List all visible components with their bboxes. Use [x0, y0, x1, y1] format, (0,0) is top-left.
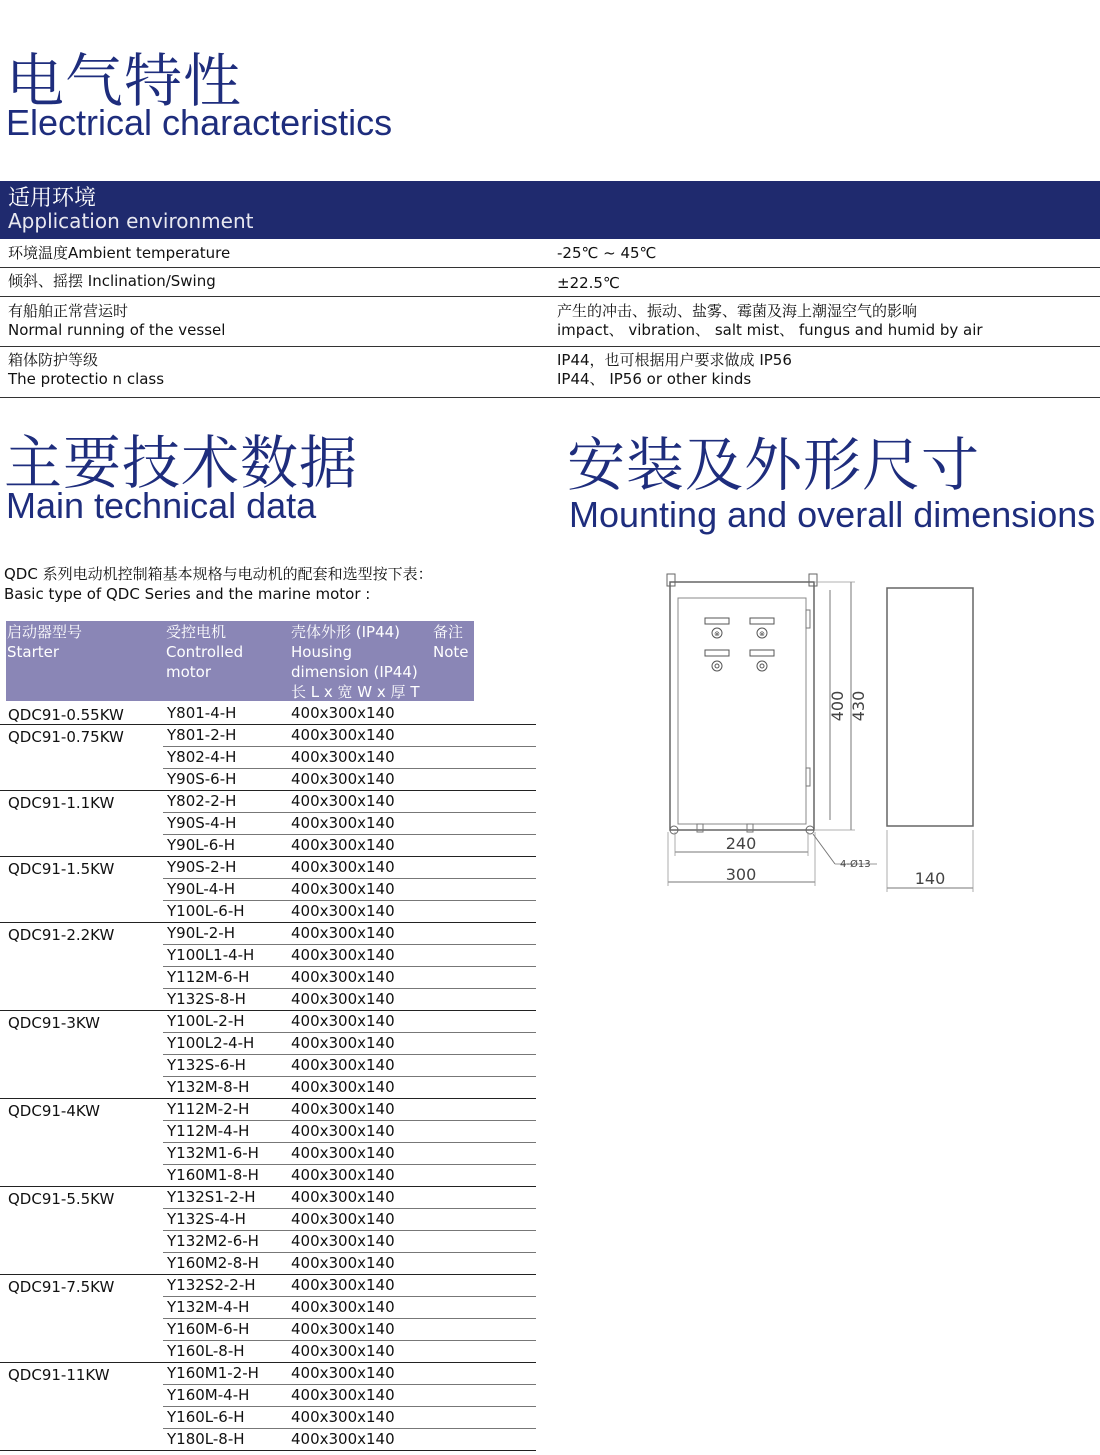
indicator-top-right — [750, 618, 774, 638]
table-row — [163, 1385, 536, 1407]
motor-model: Y132M2-6-H — [167, 1232, 259, 1250]
motor-model: Y100L-2-H — [167, 1012, 245, 1030]
table-row — [163, 1297, 536, 1319]
housing-dimension: 400x300x140 — [291, 1012, 395, 1030]
table-row — [163, 857, 536, 879]
housing-dimension: 400x300x140 — [291, 1056, 395, 1074]
motor-model: Y112M-6-H — [167, 968, 250, 986]
motor-model: Y802-2-H — [167, 792, 237, 810]
starter-model: QDC91-0.75KW — [8, 728, 124, 746]
motor-model: Y160M1-8-H — [167, 1166, 259, 1184]
starter-model: QDC91-1.5KW — [8, 860, 115, 878]
starter-group — [0, 703, 536, 725]
motor-model: Y90S-4-H — [167, 814, 237, 832]
table-row — [163, 1363, 536, 1385]
box-side-outline — [887, 588, 973, 826]
table-row — [163, 1341, 536, 1362]
housing-dimension: 400x300x140 — [291, 1430, 395, 1448]
table-row — [163, 1033, 536, 1055]
environment-label-line: 有船舶正常营运时 — [8, 302, 129, 320]
table-row — [163, 1143, 536, 1165]
motor-model: Y90S-6-H — [167, 770, 237, 788]
table-row — [163, 769, 536, 790]
motor-model: Y100L2-4-H — [167, 1034, 255, 1052]
hole-leader-line — [813, 834, 835, 864]
dim-label-400: 400 — [828, 690, 847, 722]
environment-row — [0, 296, 1100, 347]
motor-model: Y132S-4-H — [167, 1210, 246, 1228]
table-row — [163, 945, 536, 967]
intro-en: Basic type of QDC Series and the marine motor : — [4, 585, 371, 603]
table-row — [163, 1209, 536, 1231]
housing-dimension: 400x300x140 — [291, 1078, 395, 1096]
motor-model: Y160M-6-H — [167, 1320, 250, 1338]
box-front-outline — [670, 582, 814, 830]
section-title-cn: 电气特性 — [6, 47, 243, 115]
table-row — [163, 1253, 536, 1274]
environment-label — [8, 351, 164, 389]
table-row — [163, 1429, 536, 1450]
section-title-en: Electrical characteristics — [6, 102, 393, 143]
motor-model: Y160L-8-H — [167, 1342, 245, 1360]
housing-dimension: 400x300x140 — [291, 1210, 395, 1228]
table-row — [163, 1275, 536, 1297]
housing-dimension: 400x300x140 — [291, 880, 395, 898]
table-row — [163, 1231, 536, 1253]
motor-model: Y132M-4-H — [167, 1298, 250, 1316]
bracket-top-left — [667, 574, 675, 586]
cable-gland-right — [747, 824, 753, 832]
dim-label-holes: 4-Ø13 — [840, 859, 871, 870]
motor-model: Y801-4-H — [167, 704, 237, 722]
button-bottom-left — [705, 650, 729, 671]
housing-dimension: 400x300x140 — [291, 1276, 395, 1294]
hinge-bottom — [806, 768, 810, 786]
housing-dimension: 400x300x140 — [291, 726, 395, 744]
motor-model: Y160L-6-H — [167, 1408, 245, 1426]
table-row — [163, 923, 536, 945]
starter-model: QDC91-5.5KW — [8, 1190, 115, 1208]
housing-dimension: 400x300x140 — [291, 924, 395, 942]
svg-text:⊗: ⊗ — [759, 630, 765, 638]
housing-dimension: 400x300x140 — [291, 968, 395, 986]
table-row — [163, 1121, 536, 1143]
environment-label-line: 环境温度Ambient temperature — [8, 244, 231, 262]
housing-dimension: 400x300x140 — [291, 990, 395, 1008]
dim-label-300: 300 — [725, 865, 757, 884]
housing-dimension: 400x300x140 — [291, 858, 395, 876]
environment-row — [0, 346, 1100, 398]
housing-dimension: 400x300x140 — [291, 1034, 395, 1052]
starter-group — [0, 857, 536, 923]
table-row — [163, 1187, 536, 1209]
environment-label-line: 箱体防护等级 — [8, 351, 99, 369]
mounting-title-cn: 安装及外形尺寸 — [567, 431, 981, 499]
starter-model: QDC91-1.1KW — [8, 794, 115, 812]
housing-dimension: 400x300x140 — [291, 836, 395, 854]
starter-group — [0, 1187, 536, 1275]
motor-model: Y90L-6-H — [167, 836, 235, 854]
table-row — [163, 879, 536, 901]
environment-row — [0, 239, 1100, 268]
intro-cn: QDC 系列电动机控制箱基本规格与电动机的配套和选型按下表： — [4, 565, 433, 583]
dim-label-140: 140 — [914, 869, 946, 888]
housing-dimension: 400x300x140 — [291, 946, 395, 964]
housing-dimension: 400x300x140 — [291, 1320, 395, 1338]
table-row — [163, 901, 536, 922]
starter-group — [0, 923, 536, 1011]
housing-dimension: 400x300x140 — [291, 902, 395, 920]
environment-label — [8, 302, 225, 340]
environment-label-line: The protectio n class — [8, 370, 165, 388]
environment-value — [557, 302, 983, 340]
motor-model: Y132S2-2-H — [167, 1276, 256, 1294]
table-row — [163, 1011, 536, 1033]
bracket-top-right — [809, 574, 817, 586]
starter-group — [0, 791, 536, 857]
motor-model: Y100L-6-H — [167, 902, 245, 920]
starter-model: QDC91-7.5KW — [8, 1278, 115, 1296]
starter-group — [0, 1099, 536, 1187]
housing-dimension: 400x300x140 — [291, 748, 395, 766]
table-row — [163, 989, 536, 1010]
table-row — [163, 747, 536, 769]
table-row — [163, 835, 536, 856]
motor-model: Y100L1-4-H — [167, 946, 255, 964]
housing-dimension: 400x300x140 — [291, 1144, 395, 1162]
motor-model: Y132M-8-H — [167, 1078, 250, 1096]
housing-dimension: 400x300x140 — [291, 1364, 395, 1382]
environment-label-line: 倾斜、摇摆 Inclination/Swing — [8, 272, 216, 290]
dimension-drawing — [655, 570, 985, 900]
motor-model: Y132S-6-H — [167, 1056, 246, 1074]
motor-model: Y160M2-8-H — [167, 1254, 259, 1272]
housing-dimension: 400x300x140 — [291, 814, 395, 832]
svg-text:⊗: ⊗ — [714, 630, 720, 638]
environment-value-line: ±22.5℃ — [557, 274, 620, 292]
table-row — [163, 1099, 536, 1121]
housing-dimension: 400x300x140 — [291, 792, 395, 810]
environment-value-line: -25℃ ~ 45℃ — [557, 244, 657, 262]
motor-model: Y180L-8-H — [167, 1430, 245, 1448]
housing-dimension: 400x300x140 — [291, 1386, 395, 1404]
header-note: 备注 Note — [433, 623, 469, 661]
table-row — [163, 1319, 536, 1341]
starter-group — [0, 1011, 536, 1099]
environment-label — [8, 272, 216, 291]
motor-model: Y801-2-H — [167, 726, 237, 744]
table-row — [163, 1077, 536, 1098]
environment-label — [8, 244, 230, 263]
indicator-top-left — [705, 618, 729, 638]
housing-dimension: 400x300x140 — [291, 1100, 395, 1118]
header-starter: 启动器型号 Starter — [7, 623, 83, 661]
motor-model: Y112M-2-H — [167, 1100, 250, 1118]
environment-value — [557, 351, 792, 389]
environment-title-en: Application environment — [8, 209, 254, 233]
environment-value-line: 产生的冲击、振动、盐雾、霉菌及海上潮湿空气的影响 — [557, 302, 918, 320]
spec-table — [0, 703, 536, 1451]
environment-value — [557, 274, 620, 293]
table-row — [163, 1165, 536, 1186]
starter-model: QDC91-3KW — [8, 1014, 101, 1032]
table-row — [163, 1407, 536, 1429]
starter-group — [0, 1275, 536, 1363]
environment-title-cn: 适用环境 — [8, 186, 97, 211]
starter-group — [0, 725, 536, 791]
table-header — [6, 621, 474, 701]
table-row — [163, 791, 536, 813]
environment-label-line: Normal running of the vessel — [8, 321, 226, 339]
main-data-title-cn: 主要技术数据 — [4, 429, 359, 497]
housing-dimension: 400x300x140 — [291, 1188, 395, 1206]
hinge-top — [806, 610, 810, 628]
housing-dimension: 400x300x140 — [291, 1232, 395, 1250]
dim-label-430: 430 — [849, 690, 868, 722]
environment-value-line: IP44，也可根据用户要求做成 IP56 — [557, 351, 792, 369]
header-motor: 受控电机 Controlled motor — [166, 623, 244, 681]
housing-dimension: 400x300x140 — [291, 1254, 395, 1272]
motor-model: Y112M-4-H — [167, 1122, 250, 1140]
housing-dimension: 400x300x140 — [291, 1122, 395, 1140]
starter-model: QDC91-0.55KW — [8, 706, 124, 724]
environment-value-line: IP44、 IP56 or other kinds — [557, 370, 752, 388]
environment-value-line: impact、 vibration、 salt mist、 fungus and humid by air — [557, 321, 983, 339]
mounting-title-en: Mounting and overall dimensions — [569, 494, 1096, 535]
main-data-title-en: Main technical data — [6, 485, 317, 526]
motor-model: Y90L-4-H — [167, 880, 235, 898]
motor-model: Y132M1-6-H — [167, 1144, 259, 1162]
table-row — [163, 1055, 536, 1077]
motor-model: Y160M-4-H — [167, 1386, 250, 1404]
starter-model: QDC91-2.2KW — [8, 926, 115, 944]
starter-model: QDC91-11KW — [8, 1366, 110, 1384]
housing-dimension: 400x300x140 — [291, 1166, 395, 1184]
cable-gland-left — [697, 824, 703, 832]
motor-model: Y90S-2-H — [167, 858, 237, 876]
housing-dimension: 400x300x140 — [291, 1408, 395, 1426]
motor-model: Y802-4-H — [167, 748, 237, 766]
environment-header-band — [0, 181, 1100, 239]
housing-dimension: 400x300x140 — [291, 770, 395, 788]
housing-dimension: 400x300x140 — [291, 1342, 395, 1360]
starter-model: QDC91-4KW — [8, 1102, 101, 1120]
environment-value — [557, 244, 656, 263]
motor-model: Y160M1-2-H — [167, 1364, 259, 1382]
table-row — [163, 725, 536, 747]
starter-group — [0, 1363, 536, 1451]
button-bottom-right — [750, 650, 774, 671]
housing-dimension: 400x300x140 — [291, 704, 395, 722]
environment-row — [0, 267, 1100, 297]
dim-label-240: 240 — [725, 834, 757, 853]
table-row — [163, 703, 536, 724]
housing-dimension: 400x300x140 — [291, 1298, 395, 1316]
table-row — [163, 967, 536, 989]
motor-model: Y132S1-2-H — [167, 1188, 256, 1206]
motor-model: Y90L-2-H — [167, 924, 235, 942]
motor-model: Y132S-8-H — [167, 990, 246, 1008]
header-housing: 壳体外形 (IP44) Housing dimension (IP44) 长 L x 宽 W x 厚 T — [291, 623, 420, 701]
box-door-outline — [678, 598, 806, 824]
table-row — [163, 813, 536, 835]
